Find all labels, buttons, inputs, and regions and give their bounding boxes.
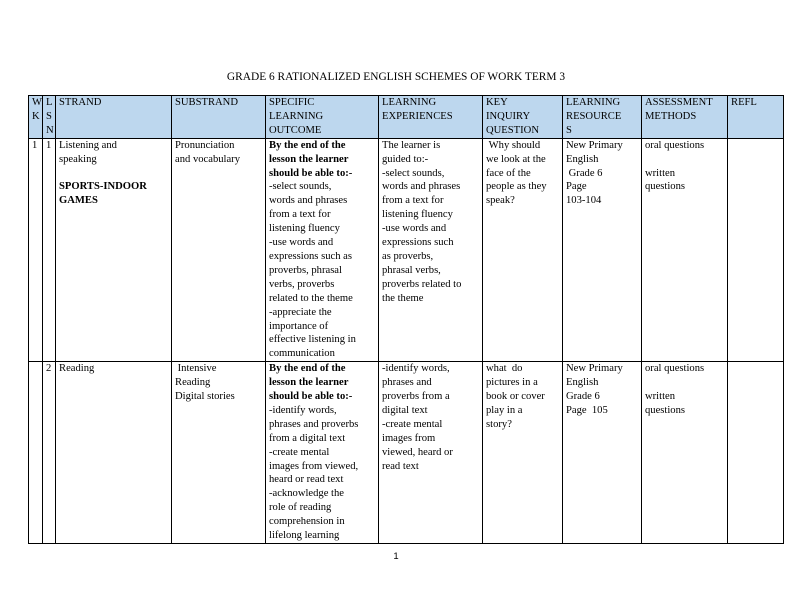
header-strand: STRAND bbox=[56, 96, 172, 139]
cell-reflection bbox=[728, 138, 784, 362]
header-reflection: REFL bbox=[728, 96, 784, 139]
cell-week bbox=[29, 362, 43, 544]
cell-key-inquiry-question: what do pictures in a book or cover play in a story? bbox=[483, 362, 563, 544]
cell-learning-experiences: -identify words, phrases and proverbs from a digital text -create mental images from viewed, heard or read text bbox=[379, 362, 483, 544]
header-lsn: L S N bbox=[43, 96, 56, 139]
cell-learning-resources: New Primary English Grade 6 Page 105 bbox=[563, 362, 642, 544]
header-wk: W K bbox=[29, 96, 43, 139]
cell-learning-resources: New Primary English Grade 6 Page 103-104 bbox=[563, 138, 642, 362]
header-learning-resources: LEARNING RESOURCE S bbox=[563, 96, 642, 139]
cell-learning-experiences: The learner is guided to:- -select sounds, words and phrases from a text for listening fluency -use words and expressions such as proverbs, phrasal verbs, proverbs related to the theme bbox=[379, 138, 483, 362]
cell-substrand: Intensive Reading Digital stories bbox=[172, 362, 266, 544]
header-key-inquiry-question: KEY INQUIRY QUESTION bbox=[483, 96, 563, 139]
cell-key-inquiry-question: Why should we look at the face of the people as they speak? bbox=[483, 138, 563, 362]
header-substrand: SUBSTRAND bbox=[172, 96, 266, 139]
strand-theme: SPORTS-INDOOR bbox=[59, 181, 147, 193]
header-learning-experiences: LEARNING EXPERIENCES bbox=[379, 96, 483, 139]
schemes-of-work-table bbox=[28, 95, 784, 544]
table-row bbox=[29, 138, 784, 362]
table-row bbox=[29, 362, 784, 544]
cell-specific-learning-outcome: By the end of the lesson the learner should be able to:- -identify words, phrases and proverbs from a digital text -create mental images from viewed, heard or read text -acknowledge the role of reading comprehension in lifelong learning bbox=[266, 362, 379, 544]
cell-assessment-methods: oral questions written questions bbox=[642, 138, 728, 362]
cell-specific-learning-outcome: By the end of the lesson the learner should be able to:- -select sounds, words and phrases from a text for listening fluency -use words and expressions such as proverbs, phrasal verbs, proverbs related to the theme -appreciate the importance of effective listening in communication bbox=[266, 138, 379, 362]
cell-week: 1 bbox=[29, 138, 43, 362]
cell-reflection bbox=[728, 362, 784, 544]
cell-substrand: Pronunciation and vocabulary bbox=[172, 138, 266, 362]
cell-lesson: 2 bbox=[43, 362, 56, 544]
header-row bbox=[29, 96, 784, 139]
document-title: GRADE 6 RATIONALIZED ENGLISH SCHEMES OF WORK TERM 3 bbox=[226, 71, 566, 83]
cell-strand: Reading bbox=[56, 362, 172, 544]
header-specific-learning-outcome: SPECIFIC LEARNING OUTCOME bbox=[266, 96, 379, 139]
header-assessment-methods: ASSESSMENT METHODS bbox=[642, 96, 728, 139]
cell-lesson: 1 bbox=[43, 138, 56, 362]
page-number: 1 bbox=[393, 551, 399, 562]
cell-strand: Listening and speaking SPORTS-INDOOR GAMES bbox=[56, 138, 172, 362]
cell-assessment-methods: oral questions written questions bbox=[642, 362, 728, 544]
